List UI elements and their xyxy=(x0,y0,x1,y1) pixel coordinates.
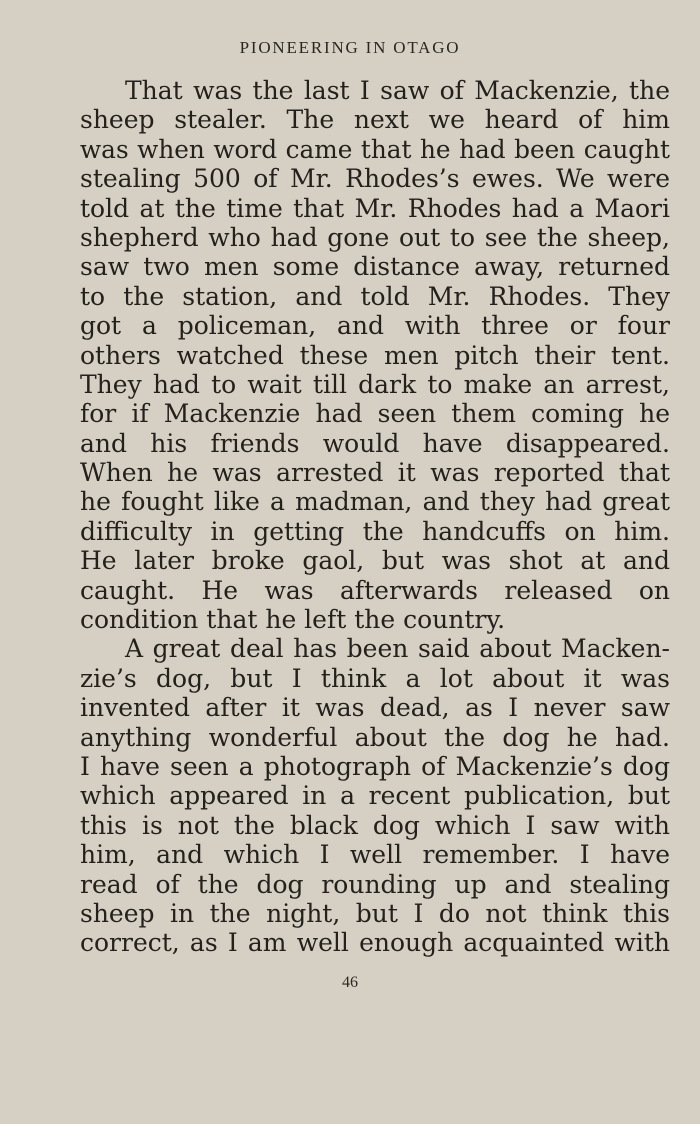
text-line: for if Mackenzie had seen them coming he xyxy=(80,399,670,429)
text-line: he fought like a madman, and they had great xyxy=(80,487,670,517)
text-line: him, and which I well remember. I have xyxy=(80,840,670,870)
running-title: PIONEERING IN OTAGO xyxy=(239,38,461,57)
text-line: condition that he left the country. xyxy=(80,605,506,635)
text-line: They had to wait till dark to make an arrest, xyxy=(80,369,670,399)
text-line: That was the last I saw of Mackenzie, the xyxy=(125,76,670,105)
text-line: anything wonderful about the dog he had. xyxy=(80,722,670,752)
text-line: which appeared in a recent publication, but xyxy=(80,781,670,811)
text-line: told at the time that Mr. Rhodes had a Maori xyxy=(80,193,670,223)
text-line: others watched these men pitch their tent. xyxy=(80,340,670,370)
text-line: shepherd who had gone out to see the sheep, xyxy=(80,222,670,252)
text-line: this is not the black dog which I saw with xyxy=(80,810,670,840)
text-line: saw two men some distance away, returned xyxy=(80,252,670,282)
text-line: stealing 500 of Mr. Rhodes’s ewes. We were xyxy=(80,164,670,194)
text-line: got a policeman, and with three or four xyxy=(80,311,670,341)
text-line: and his friends would have disappeared. xyxy=(80,428,670,458)
text-line: difficulty in getting the handcuffs on him. xyxy=(80,516,670,546)
text-line: sheep in the night, but I do not think this xyxy=(80,898,670,928)
text-line: was when word came that he had been caught xyxy=(80,134,670,164)
body-text xyxy=(80,76,670,958)
text-line: to the station, and told Mr. Rhodes. They xyxy=(80,281,670,311)
text-line: When he was arrested it was reported that xyxy=(80,458,670,488)
text-line: He later broke gaol, but was shot at and xyxy=(80,546,670,576)
page-number: 46 xyxy=(342,974,358,991)
text-line: correct, as I am well enough acquainted with xyxy=(80,928,670,958)
text-line: caught. He was afterwards released on xyxy=(80,575,670,605)
text-line: A great deal has been said about Macken- xyxy=(125,634,670,664)
text-line: read of the dog rounding up and stealing xyxy=(80,869,670,899)
text-line: invented after it was dead, as I never saw xyxy=(80,693,670,723)
text-line: I have seen a photograph of Mackenzie’s dog xyxy=(80,751,670,781)
text-line: zie’s dog, but I think a lot about it was xyxy=(80,663,670,693)
text-line: sheep stealer. The next we heard of him xyxy=(80,105,670,135)
